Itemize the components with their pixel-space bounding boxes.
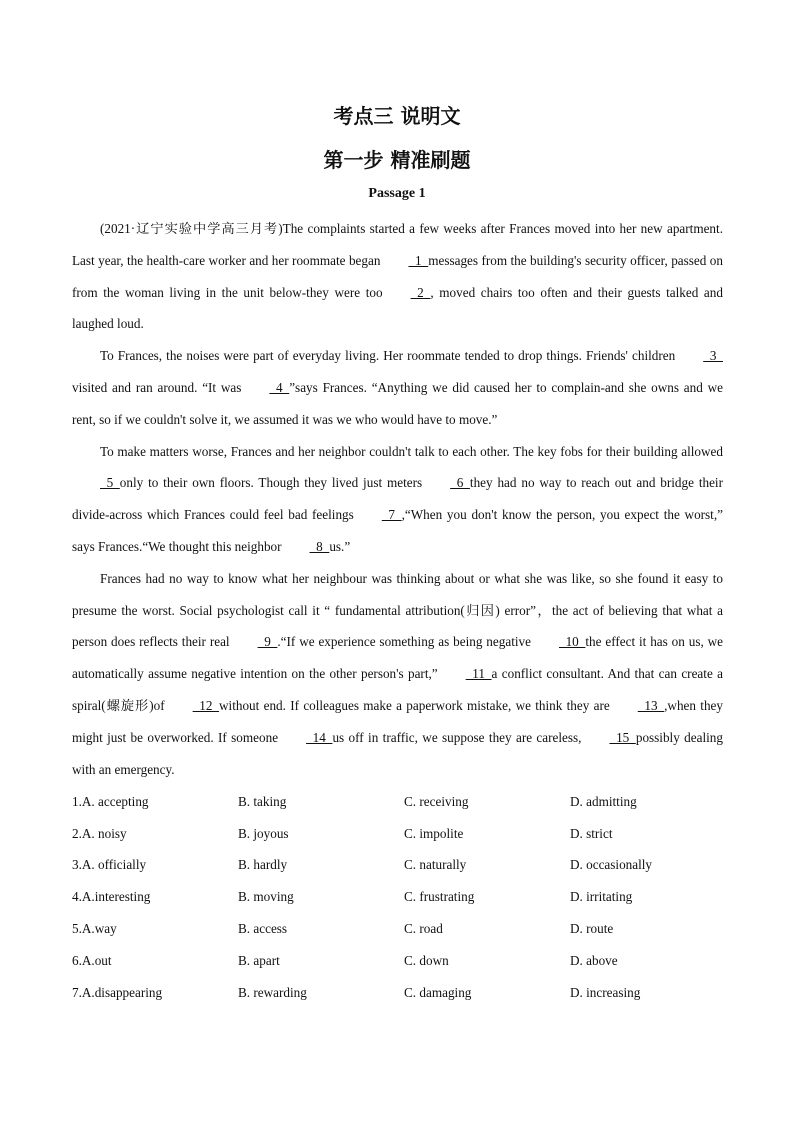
option-b: B. apart [238, 952, 280, 968]
text-run: , moved chairs too often and their guests talked and laughed loud. [72, 284, 723, 332]
option-b: B. taking [238, 793, 287, 809]
option-a: 5.A.way [72, 921, 117, 937]
option-c: C. naturally [404, 857, 467, 873]
paragraph [72, 436, 723, 563]
text-run: us off in traffic, we suppose they are careless, [332, 729, 582, 745]
passage-label: Passage 1 [368, 186, 426, 201]
paragraph [72, 563, 723, 786]
option-a: 1.A. accepting [72, 793, 149, 809]
blank-7: 7 [381, 507, 402, 523]
option-d: D. increasing [570, 984, 641, 1000]
option-a: 3.A. officially [72, 857, 147, 873]
blank-9: 9 [257, 634, 278, 650]
blank-2: 2 [410, 284, 431, 300]
blank-10: 10 [558, 634, 586, 650]
option-a: 7.A.disappearing [72, 984, 163, 1000]
text-run: us.” [329, 538, 351, 554]
option-d: D. strict [570, 825, 613, 841]
passage-body [72, 213, 723, 785]
option-row [72, 945, 723, 977]
blank-13: 13 [637, 697, 665, 713]
paragraph [72, 340, 723, 435]
option-d: D. above [570, 952, 618, 968]
option-d: D. admitting [570, 793, 637, 809]
answer-options [72, 786, 723, 1009]
option-row [72, 977, 723, 1009]
option-b: B. joyous [238, 825, 289, 841]
text-run: possibly dealing with an emergency. [72, 729, 723, 777]
text-run: without end. If colleagues make a paperwork mistake, we think they are [219, 697, 610, 713]
blank-6: 6 [450, 475, 470, 491]
blank-1: 1 [408, 252, 429, 268]
option-row [72, 786, 723, 818]
option-d: D. irritating [570, 889, 633, 905]
text-run: messages from the building's security officer, passed on from the woman living in the unit below-they were too [72, 252, 723, 300]
blank-12: 12 [192, 697, 220, 713]
option-b: B. access [238, 921, 288, 937]
text-run: .“If we experience something as being negative [277, 634, 531, 650]
option-c: C. damaging [404, 984, 472, 1000]
page-title: 考点三 说明文 [333, 104, 461, 128]
text-run: Frances had no way to know what her neighbour was thinking about or what she was like, so she found it easy to presume the worst. Social psychologist call it “ fundamental attribution(归因) error”，the act of believing that what a person does reflects their real [72, 570, 723, 650]
option-row [72, 818, 723, 850]
option-row [72, 881, 723, 913]
option-b: B. moving [238, 889, 294, 905]
blank-14: 14 [306, 729, 333, 745]
option-c: C. receiving [404, 793, 469, 809]
text-run: ,when they might just be overworked. If someone [72, 697, 723, 745]
text-run: a conflict consultant. And that can create a spiral(螺旋形)of [72, 666, 723, 713]
text-run: To Frances, the noises were part of everyday living. Her roommate tended to drop things. Friends' children [100, 348, 676, 364]
text-run: To make matters worse, Frances and her neighbor couldn't talk to each other. The key fobs for their building allowed [100, 443, 723, 459]
page-subtitle: 第一步 精准刷题 [323, 148, 471, 172]
option-c: C. down [404, 952, 449, 968]
option-b: B. hardly [238, 857, 288, 873]
blank-11: 11 [465, 666, 492, 682]
text-run: ,“When you don't know the person, you expect the worst,” says Frances.“We thought this neighbor [72, 507, 723, 554]
blank-4: 4 [269, 379, 290, 395]
option-c: C. road [404, 921, 443, 937]
blank-5: 5 [100, 475, 120, 491]
option-c: C. impolite [404, 825, 464, 841]
text-run: (2021·辽宁实验中学高三月考)The complaints started a few weeks after Frances moved into her new apartment. Last year, the health-care worker and her roommate began [72, 221, 723, 268]
blank-8: 8 [309, 538, 330, 554]
text-run: they had no way to reach out and bridge their divide-across which Frances could feel bad feelings [72, 475, 723, 523]
option-a: 6.A.out [72, 952, 112, 968]
blank-3: 3 [703, 348, 723, 364]
option-c: C. frustrating [404, 889, 475, 905]
text-run: the effect it has on us, we automatically assume negative intention on the other person's part,” [72, 634, 724, 682]
option-row [72, 850, 723, 882]
option-d: D. route [570, 921, 614, 937]
option-a: 4.A.interesting [72, 889, 151, 905]
text-run: only to their own floors. Though they lived just meters [119, 475, 423, 491]
option-a: 2.A. noisy [72, 825, 127, 841]
paragraph [72, 213, 723, 340]
blank-15: 15 [609, 729, 636, 745]
option-d: D. occasionally [570, 857, 653, 873]
option-row [72, 913, 723, 945]
text-run: ”says Frances. “Anything we did caused her to complain-and she owns and we rent, so if we couldn't solve it, we assumed it was we who would have to move.” [72, 379, 723, 427]
option-b: B. rewarding [238, 984, 307, 1000]
text-run: visited and ran around. “It was [72, 379, 242, 395]
